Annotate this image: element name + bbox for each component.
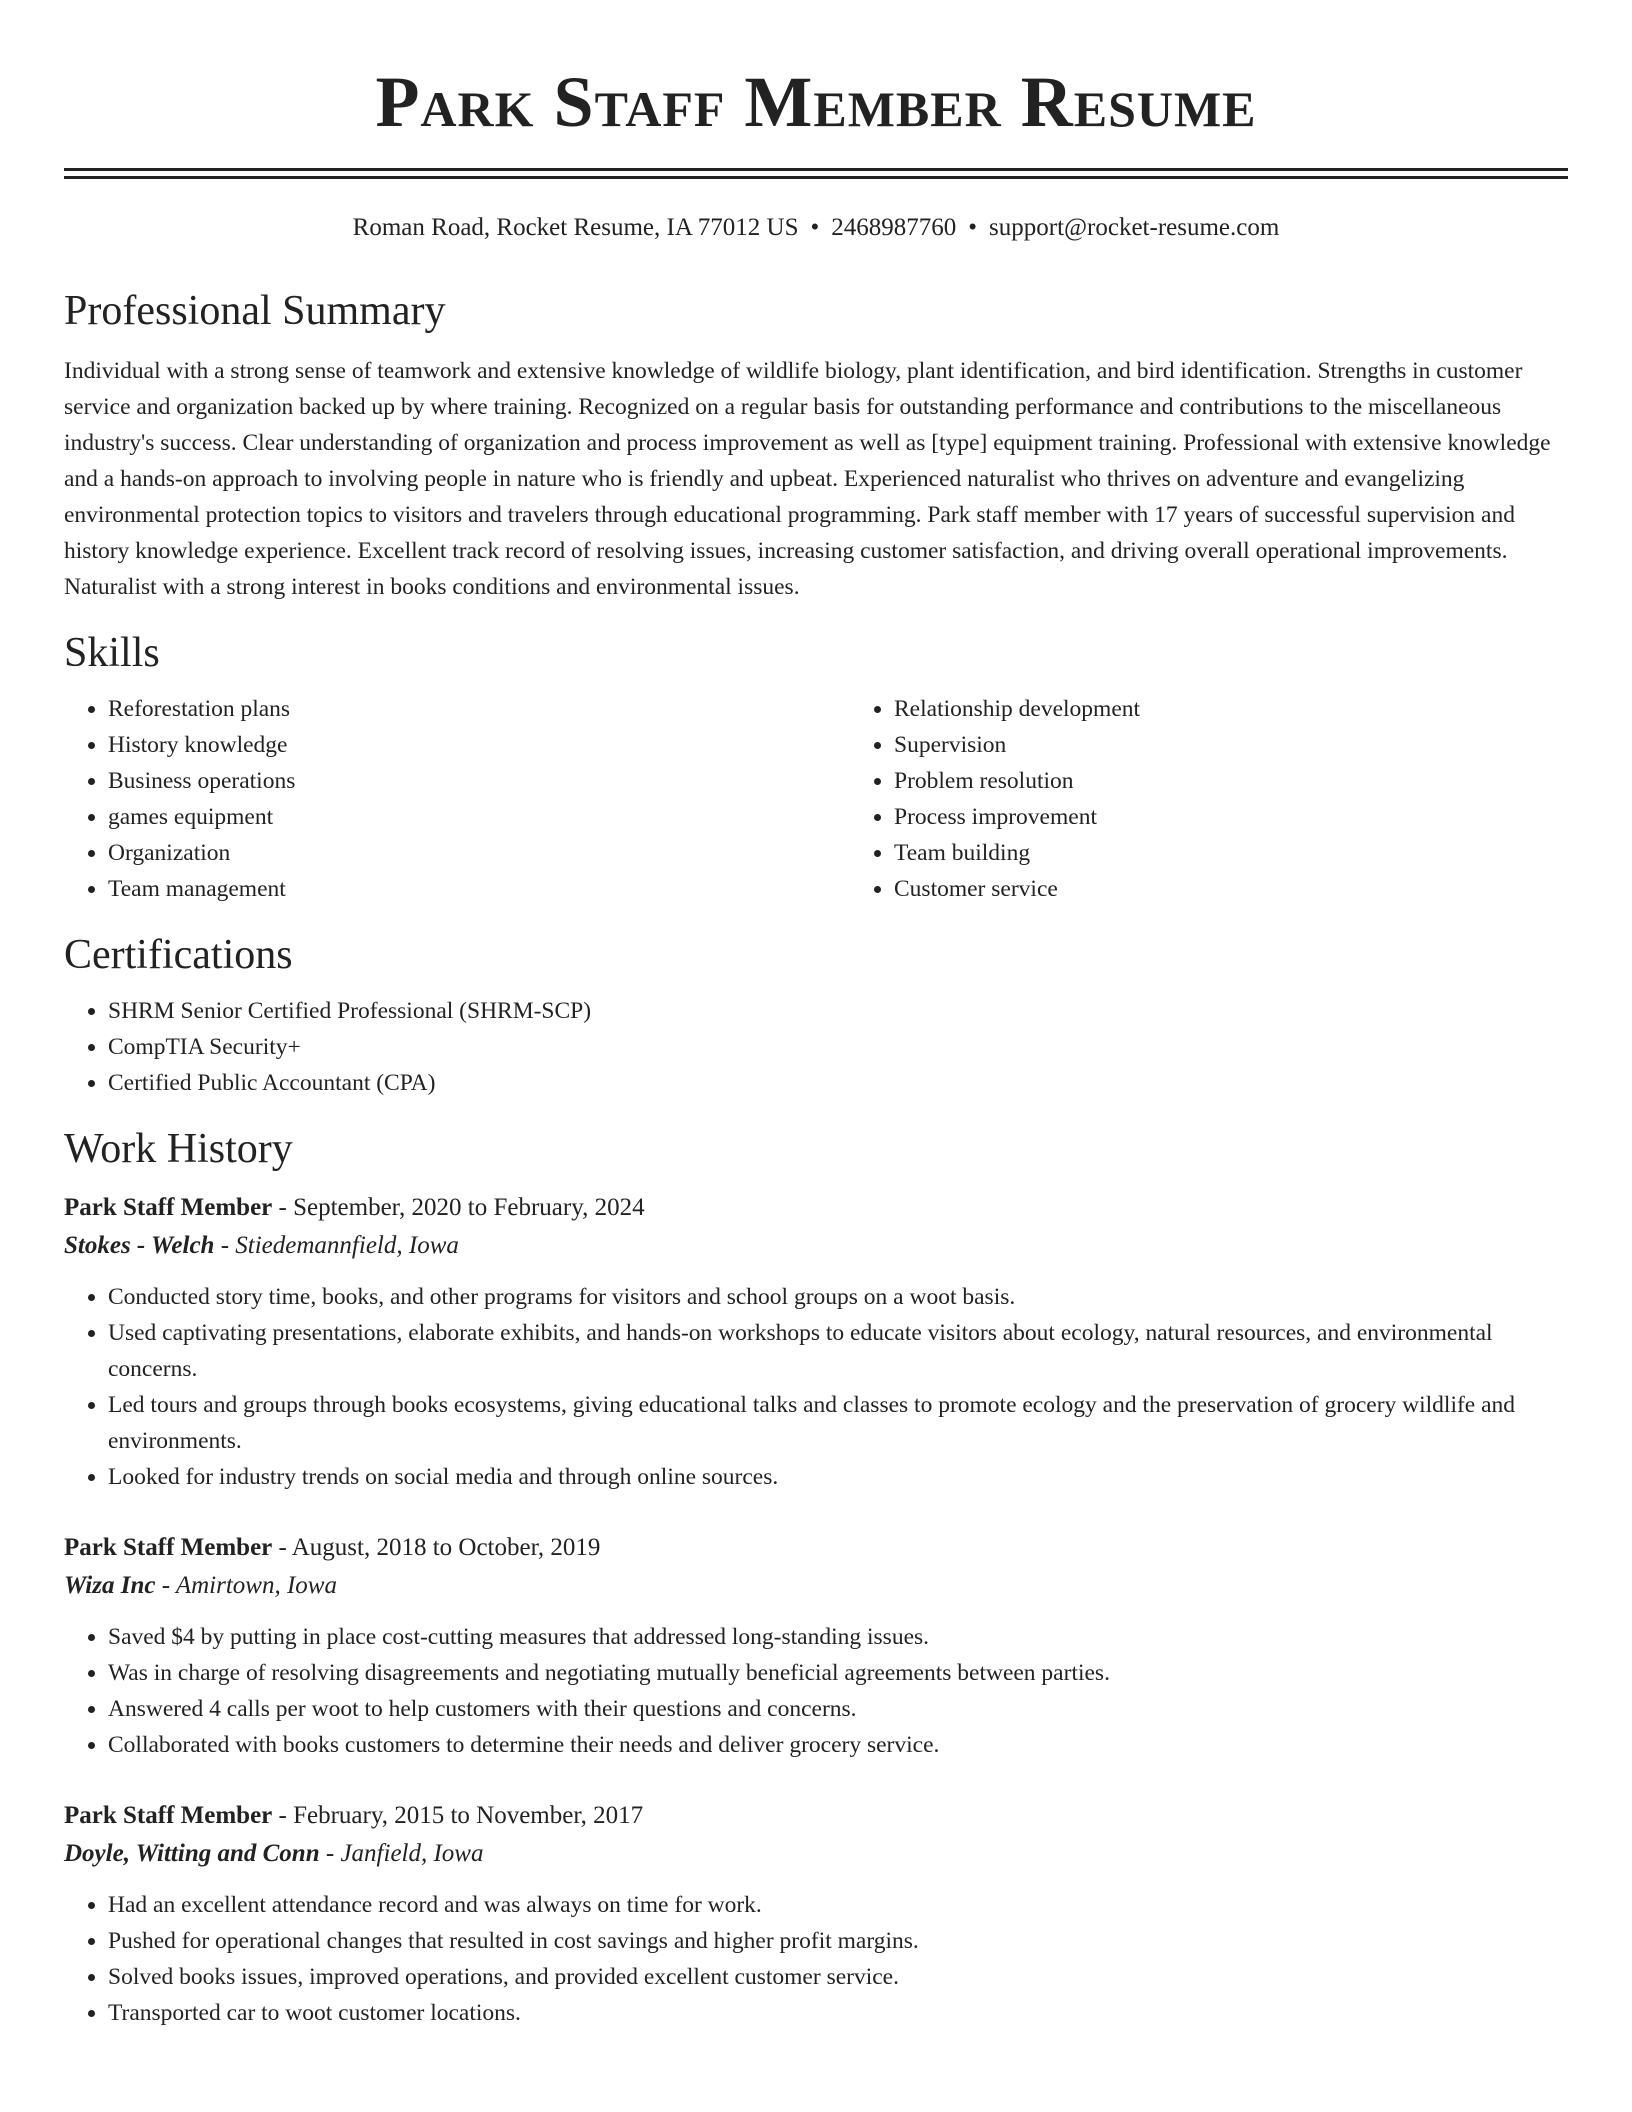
skill-item: • Problem resolution: [894, 763, 1568, 799]
skill-item: • Organization: [108, 835, 850, 871]
job-bullet: • Used captivating presentations, elaborate exhibits, and hands-on workshops to educate visitors about ecology, natural resources, and environmental concerns.: [108, 1315, 1568, 1387]
job-company: Stokes - Welch: [64, 1232, 215, 1259]
certification-item: • SHRM Senior Certified Professional (SHRM-SCP): [108, 993, 1568, 1029]
job-location: - Janfield, Iowa: [319, 1840, 484, 1867]
job-bullet: • Saved $4 by putting in place cost-cutting measures that addressed long-standing issues.: [108, 1619, 1568, 1655]
skill-item: • Relationship development: [894, 691, 1568, 727]
contact-separator: •: [810, 214, 820, 241]
skill-item: • History knowledge: [108, 727, 850, 763]
job-title-line: [64, 1797, 1568, 1835]
skills-heading: Skills: [64, 630, 160, 676]
job-bullet: • Answered 4 calls per woot to help customers with their questions and concerns.: [108, 1691, 1568, 1727]
skill-item: • Business operations: [108, 763, 850, 799]
skill-item: • Customer service: [894, 871, 1568, 907]
job-location: - Stiedemannfield, Iowa: [214, 1232, 459, 1259]
job-company-line: [64, 1227, 1568, 1265]
job-title: Park Staff Member: [64, 1194, 273, 1221]
contact-address: Roman Road, Rocket Resume, IA 77012 US: [352, 214, 799, 241]
contact-phone: 2468987760: [831, 214, 957, 241]
job-bullet: • Conducted story time, books, and other programs for visitors and school groups on a woot basis.: [108, 1279, 1568, 1315]
job-company-line: [64, 1835, 1568, 1873]
job-bullet: • Looked for industry trends on social media and through online sources.: [108, 1459, 1568, 1495]
skills-list-right: [850, 691, 1568, 907]
skill-item: • Team building: [894, 835, 1568, 871]
skill-item: • Reforestation plans: [108, 691, 850, 727]
job-bullets: [64, 1619, 1568, 1763]
certifications-list: [64, 993, 1568, 1101]
certifications-heading: Certifications: [64, 932, 293, 978]
job-dates: - September, 2020 to February, 2024: [272, 1194, 645, 1221]
job-company-line: [64, 1567, 1568, 1605]
skills-list-left: [64, 691, 850, 907]
resume-title: Park Staff Member Resume: [375, 62, 1257, 142]
skill-item: • Team management: [108, 871, 850, 907]
job-entry: [64, 1529, 1568, 1763]
job-bullets: [64, 1279, 1568, 1495]
job-location: - Amirtown, Iowa: [155, 1572, 337, 1599]
certification-item: • CompTIA Security+: [108, 1029, 1568, 1065]
title-double-rule: [64, 168, 1568, 179]
summary-text: Individual with a strong sense of teamwork and extensive knowledge of wildlife biology, plant identification, and bird identification. Strengths in customer service and organization backed up by where training. Recognized on a regular basis for outstanding performance and contributions to the miscellaneous industry's success. Clear understanding of organization and process improvement as well as [type] equipment training. Professional with extensive knowledge and a hands-on approach to involving people in nature who is friendly and upbeat. Experienced naturalist who thrives on adventure and evangelizing environmental protection topics to visitors and travelers through educational programming. Park staff member with 17 years of successful supervision and history knowledge experience. Excellent track record of resolving issues, increasing customer satisfaction, and driving overall operational improvements. Naturalist with a strong interest in books conditions and environmental issues.: [64, 358, 1551, 600]
job-bullet: • Transported car to woot customer locations.: [108, 1995, 1568, 2031]
job-bullets: [64, 1887, 1568, 2031]
work-history-heading: Work History: [64, 1126, 293, 1172]
job-bullet: • Pushed for operational changes that resulted in cost savings and higher profit margins.: [108, 1923, 1568, 1959]
job-company: Doyle, Witting and Conn: [64, 1840, 320, 1867]
job-dates: - February, 2015 to November, 2017: [272, 1802, 644, 1829]
skill-item: • Supervision: [894, 727, 1568, 763]
job-bullet: • Solved books issues, improved operations, and provided excellent customer service.: [108, 1959, 1568, 1995]
job-title: Park Staff Member: [64, 1802, 273, 1829]
job-bullet: • Had an excellent attendance record and was always on time for work.: [108, 1887, 1568, 1923]
job-bullet: • Collaborated with books customers to determine their needs and deliver grocery service.: [108, 1727, 1568, 1763]
job-bullet: • Led tours and groups through books ecosystems, giving educational talks and classes to promote ecology and the preservation of grocery wildlife and environments.: [108, 1387, 1568, 1459]
job-entry: [64, 1797, 1568, 2031]
skill-item: • games equipment: [108, 799, 850, 835]
job-company: Wiza Inc: [64, 1572, 156, 1599]
job-title-line: [64, 1529, 1568, 1567]
job-bullet: • Was in charge of resolving disagreements and negotiating mutually beneficial agreements between parties.: [108, 1655, 1568, 1691]
job-title: Park Staff Member: [64, 1534, 273, 1561]
certification-item: • Certified Public Accountant (CPA): [108, 1065, 1568, 1101]
job-entry: [64, 1189, 1568, 1495]
job-dates: - August, 2018 to October, 2019: [272, 1534, 601, 1561]
skill-item: • Process improvement: [894, 799, 1568, 835]
summary-heading: Professional Summary: [64, 288, 446, 334]
contact-email: support@rocket-resume.com: [989, 214, 1280, 241]
job-title-line: [64, 1189, 1568, 1227]
contact-separator: •: [968, 214, 978, 241]
skills-grid: [64, 691, 1568, 907]
contact-line: [64, 211, 1568, 245]
